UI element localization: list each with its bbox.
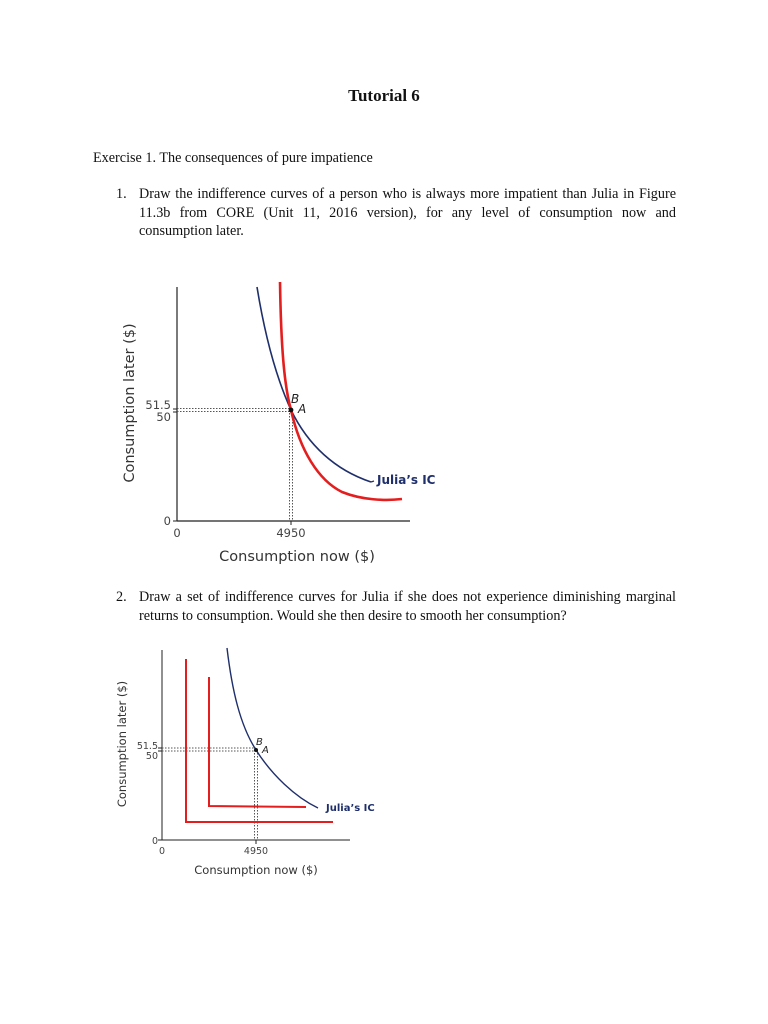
figure-1-y-tick-label-50: 50 xyxy=(156,410,171,424)
figure-2 xyxy=(115,648,375,877)
figure-2-x-tick-label-4950: 4950 xyxy=(243,846,269,857)
figure-2-point-a-label: A xyxy=(262,745,269,756)
figure-1-point-ab xyxy=(289,408,294,413)
figure-1-y-axis-label: Consumption later ($) xyxy=(122,323,138,483)
figure-1-y-tick-label-51: 51.5 xyxy=(145,398,171,412)
figure-1-curve-label-leader xyxy=(371,481,374,482)
figure-2-curve-label: Julia’s IC xyxy=(326,803,375,814)
figure-1-julia-ic-curve xyxy=(257,287,371,482)
figure-2-y-tick-label-50: 50 xyxy=(145,751,158,762)
page-title: Tutorial 6 xyxy=(348,86,420,105)
figure-2-x-tick-label-0: 0 xyxy=(158,846,166,857)
figure-1-x-tick-label-0: 0 xyxy=(173,526,181,540)
figure-2-y-axis-label: Consumption later ($) xyxy=(115,680,129,808)
question-2-number: 2. xyxy=(116,589,127,605)
figure-2-point-ab xyxy=(254,748,258,752)
question-2-text: Draw a set of indifference curves for Julia if she does not experience diminishing marginal returns to consumption. Would she then desire to smooth her consumption? xyxy=(139,589,676,624)
figure-1-x-tick-label-4950: 4950 xyxy=(276,526,306,540)
figure-2-julia-ic-curve xyxy=(227,648,318,808)
figure-1-point-b-label: B xyxy=(291,392,300,406)
figure-1 xyxy=(122,282,436,565)
figure-1-curve-label: Julia’s IC xyxy=(377,473,436,487)
figure-1-x-axis-label: Consumption now ($) xyxy=(219,549,375,565)
figure-1-point-a-label: A xyxy=(298,402,307,416)
exercise-heading: Exercise 1. The consequences of pure impatience xyxy=(93,150,373,166)
figure-1-y-tick-label-0: 0 xyxy=(163,514,171,528)
figure-2-point-b-label: B xyxy=(256,737,263,748)
question-1-text: Draw the indifference curves of a person who is always more impatient than Julia in Figure 11.3b from CORE (Unit 11, 2016 version), for any level of consumption now and consumption later. xyxy=(139,186,676,239)
figure-2-y-tick-label-0: 0 xyxy=(151,836,158,847)
figure-2-x-axis-label: Consumption now ($) xyxy=(194,863,318,877)
figure-2-y-tick-label-51: 51.5 xyxy=(136,741,158,752)
question-1-number: 1. xyxy=(116,186,127,202)
